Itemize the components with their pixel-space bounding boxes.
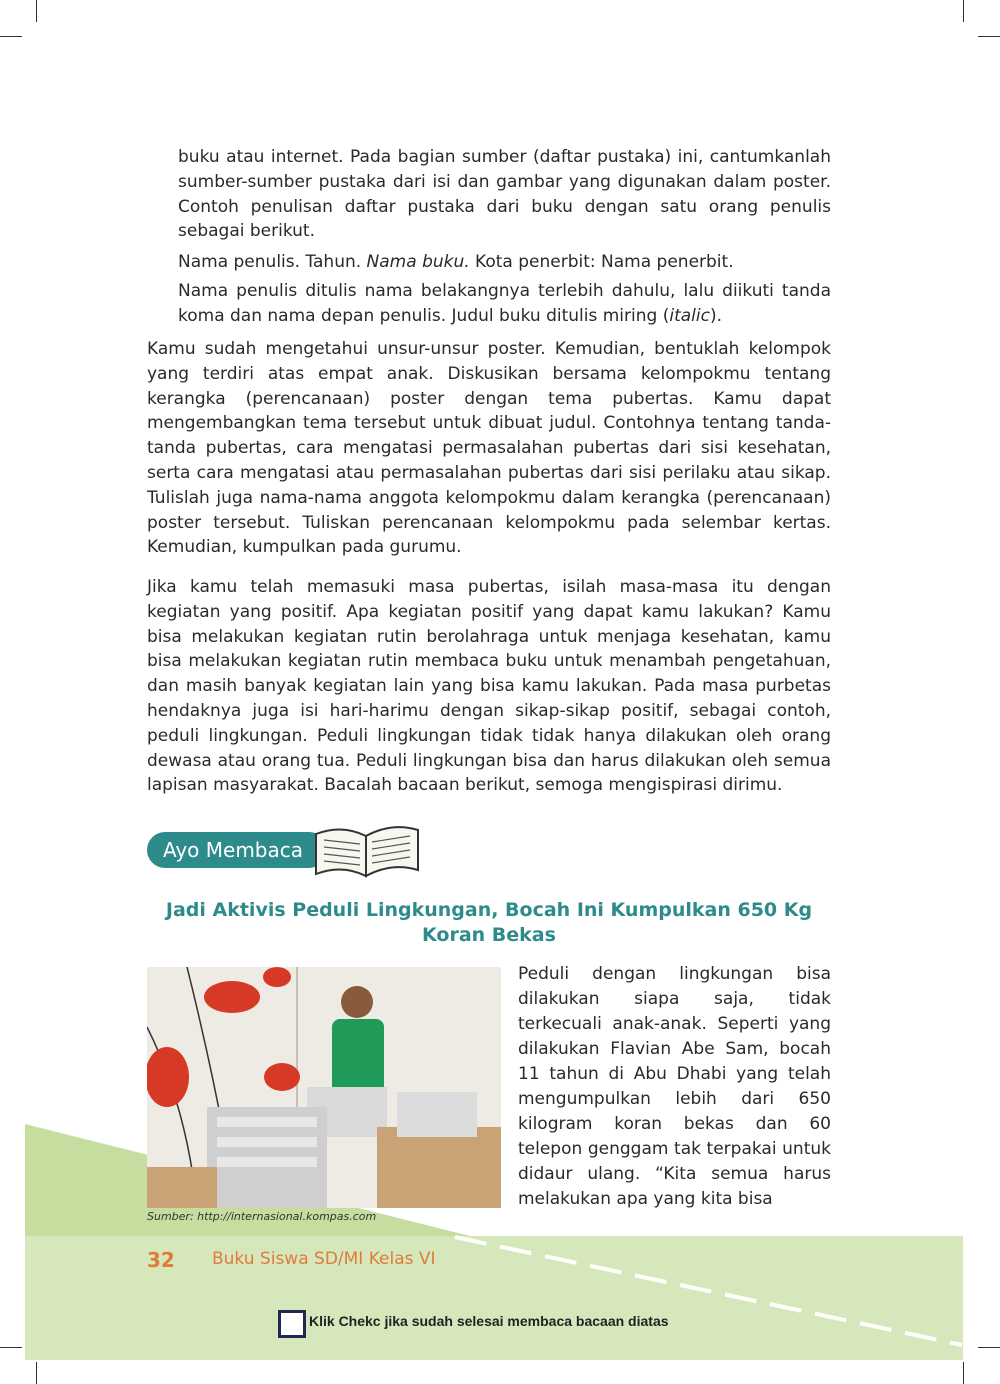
read-complete-checkbox[interactable]: [278, 1310, 306, 1338]
paragraph-text: ).: [709, 305, 722, 326]
paragraph-text: Nama penulis ditulis nama belakangnya terlebih dahulu, lalu diikuti tanda koma dan nama depan penulis. Judul buku ditulis miring (: [178, 281, 831, 326]
page-number: 32: [147, 1248, 175, 1272]
photo-caption: Sumber: http://internasional.kompas.com: [147, 1210, 377, 1223]
citation-text: Kota penerbit: Nama penerbit.: [469, 252, 734, 272]
checkbox-label: Klik Chekc jika sudah selesai membaca bacaan diatas: [309, 1313, 669, 1329]
article-body: Peduli dengan lingkungan bisa dilakukan siapa saja, tidak terkecuali anak-anak. Seperti yang dilakukan Flavian Abe Sam, bocah 11 tahun di Abu Dhabi yang telah mengumpulkan lebih dari 650 kilogram koran bekas dan 60 telepon genggam tak terpakai untuk didaur ulang. “Kita semua harus melakukan apa yang kita bisa: [518, 964, 831, 1209]
paragraph-indented-1: [178, 145, 831, 244]
citation-example: [178, 250, 831, 275]
section-badge: Ayo Membaca: [147, 832, 327, 868]
article-title: Jadi Aktivis Peduli Lingkungan, Bocah Ini Kumpulkan 650 Kg Koran Bekas: [165, 899, 813, 946]
book-title: Buku Siswa SD/MI Kelas VI: [212, 1249, 436, 1269]
italic-word: italic: [669, 305, 710, 326]
paragraph-text: Kamu sudah mengetahui unsur-unsur poster. Kemudian, bentuklah kelompok yang terdiri atas empat anak. Diskusikan bersama kelompokmu tentang kerangka (perencanaan) poster dengan tema pubertas. Kamu dapat mengembangkan tema tersebut untuk dibuat judul. Contohnya tentang tanda-tanda pubertas, cara mengatasi permasalahan pubertas dari sisi kesehatan, serta cara mengatasi atau permasalahan pubertas dari sisi perilaku atau sikap. Tulislah juga nama-nama anggota kelompokmu dalam kerangka (perencanaan) poster tersebut. Tuliskan perencanaan kelompokmu pada selembar kertas. Kemudian, kumpulkan pada gurumu.: [147, 339, 831, 558]
paragraph-main-2: [147, 575, 831, 798]
open-book-icon: [312, 818, 422, 880]
paragraph-text: Jika kamu telah memasuki masa pubertas, isilah masa-masa itu dengan kegiatan yang positif. Apa kegiatan positif yang dapat kamu lakukan? Kamu bisa melakukan kegiatan rutin berolahraga untuk menjaga kesehatan, kamu bisa melakukan kegiatan rutin membaca buku untuk menambah pengetahuan, dan masih banyak kegiatan lain yang bisa kamu lakukan. Pada masa purbetas hendaknya juga isi hari-harimu dengan sikap-sikap positif, sebagai contoh, peduli lingkungan. Peduli lingkungan tidak tidak hanya dilakukan oleh orang dewasa atau orang tua. Peduli lingkungan bisa dan harus dilakukan oleh semua lapisan masyarakat. Bacalah bacaan berikut, semoga mengispirasi dirimu.: [147, 577, 831, 796]
paragraph-text: buku atau internet. Pada bagian sumber (daftar pustaka) ini, cantumkanlah sumber-sumber pustaka dari isi dan gambar yang digunakan dalam poster. Contoh penulisan daftar pustaka dari buku dengan satu orang penulis sebagai berikut.: [178, 147, 831, 242]
citation-text: Nama penulis. Tahun.: [178, 252, 367, 272]
paragraph-main-1: [147, 337, 831, 560]
article-photo: [147, 967, 501, 1208]
paragraph-indented-2: [178, 279, 831, 329]
citation-italic: Nama buku.: [366, 252, 470, 272]
